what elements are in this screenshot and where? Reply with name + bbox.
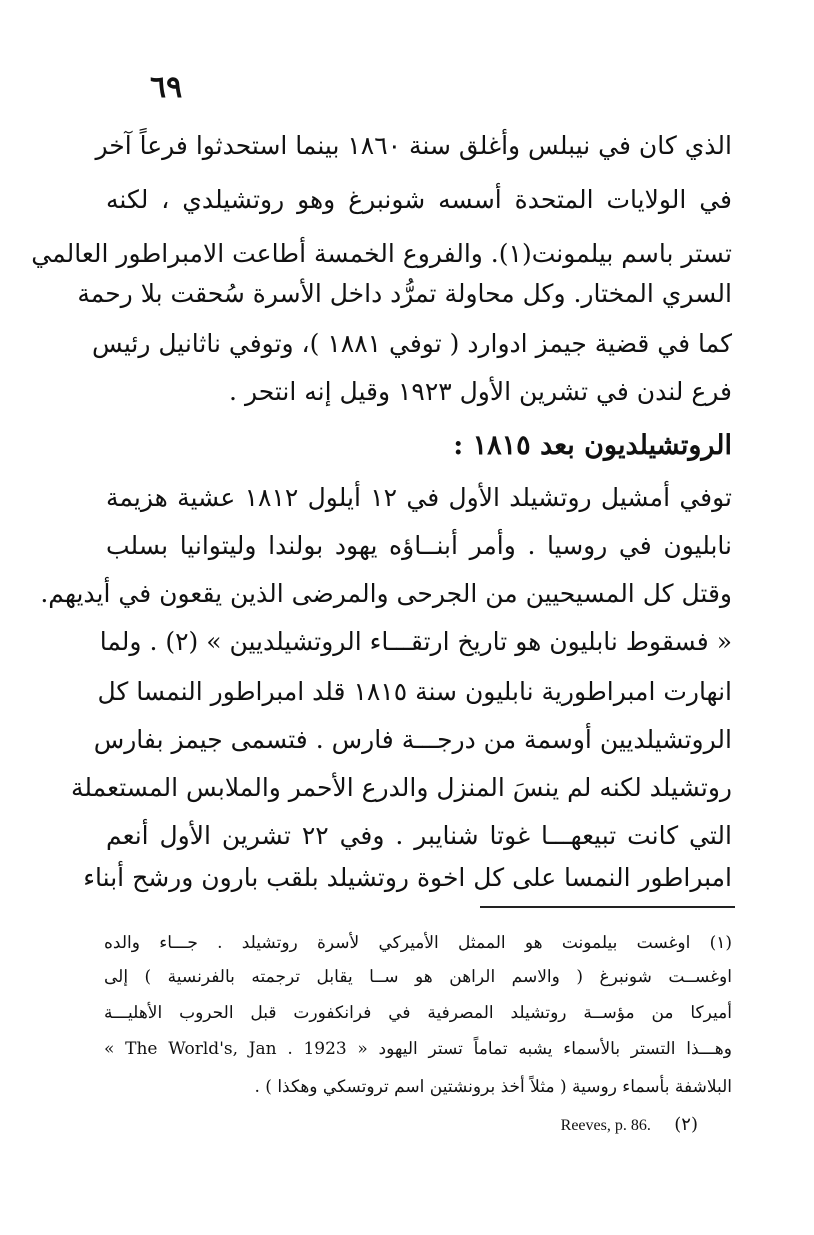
paragraph1-line-2: في الولايات المتحدة أسسه شونبرغ وهو روتشيلدي ، لكنه (106, 185, 732, 214)
paragraph1-line-1: الذي كان في نيبلس وأغلق سنة ١٨٦٠ بينما استحدثوا فرعاً آخر (95, 131, 732, 160)
paragraph2-line-8: التي كانت تبيعهـــا غوتا شنايبر . وفي ٢٢ تشرين الأول أنعم (106, 821, 732, 850)
footnote-1-line-4: وهـــذا التستر بالأسماء يشبه تماماً تستر اليهود « The World's, Jan . 1923 » (104, 1039, 732, 1059)
section-heading: الروتشيلديون بعد ١٨١٥ : (453, 430, 732, 461)
paragraph1-line-5: كما في قضية جيمز ادوارد ( توفي ١٨٨١ )، وتوفي ناثانيل رئيس (91, 329, 732, 358)
paragraph1-line-6: فرع لندن في تشرين الأول ١٩٢٣ وقيل إنه انتحر . (229, 377, 732, 406)
paragraph2-line-5: انهارت امبراطورية نابليون سنة ١٨١٥ قلد امبراطور النمسا كل (97, 677, 732, 706)
paragraph1-line-4: السري المختار. وكل محاولة تمرُّد داخل الأسرة سُحقت بلا رحمة (77, 279, 732, 308)
footnote-1-line-2: اوغســت شونبرغ ( والاسم الراهن هو ســا يقابل ترجمته بالفرنسية ) إلى (104, 967, 732, 987)
paragraph2-line-7: روتشيلد لكنه لم ينسَ المنزل والدرع الأحمر والملابس المستعملة (71, 773, 732, 802)
paragraph2-line-1: توفي أمشيل روتشيلد الأول في ١٢ أيلول ١٨١٢ عشية هزيمة (106, 483, 732, 512)
footnote-1-line-1: (١) اوغست بيلمونت هو الممثل الأميركي لأسرة روتشيلد . جـــاء والده (104, 933, 732, 953)
footnote-2-number: (٢) (674, 1114, 698, 1135)
footnote-2 (561, 1112, 698, 1139)
page-number: ٦٩ (150, 70, 183, 105)
paragraph1-line-3: تستر باسم بيلمونت(١). والفروع الخمسة أطاعت الامبراطور العالمي (31, 239, 732, 268)
footnote-1-line-3: أميركا من مؤســة روتشيلد المصرفية في فرانكفورت قبل الحروب الأهليـــة (104, 1003, 732, 1023)
paragraph2-line-4: « فسقوط نابليون هو تاريخ ارتقـــاء الروتشيلديين » (٢) . ولما (99, 627, 732, 656)
paragraph2-line-3: وقتل كل المسيحيين من الجرحى والمرضى الذين يقعون في أيديهم. (40, 579, 732, 608)
paragraph2-line-9: امبراطور النمسا على كل اخوة روتشيلد بلقب بارون ورشح أبناء (83, 863, 732, 892)
paragraph2-line-6: الروتشيلديين أوسمة من درجـــة فارس . فتسمى جيمز بفارس (93, 725, 732, 754)
footnote-1-line-5: البلاشفة بأسماء روسية ( مثلاً أخذ برونشتين اسم تروتسكي وهكذا ) . (254, 1077, 732, 1097)
footnote-2-citation: Reeves, p. 86. (560, 1117, 651, 1134)
footnote-divider (480, 906, 735, 908)
paragraph2-line-2: نابليون في روسيا . وأمر أبنــاؤه يهود بولندا وليتوانيا بسلب (106, 531, 732, 560)
